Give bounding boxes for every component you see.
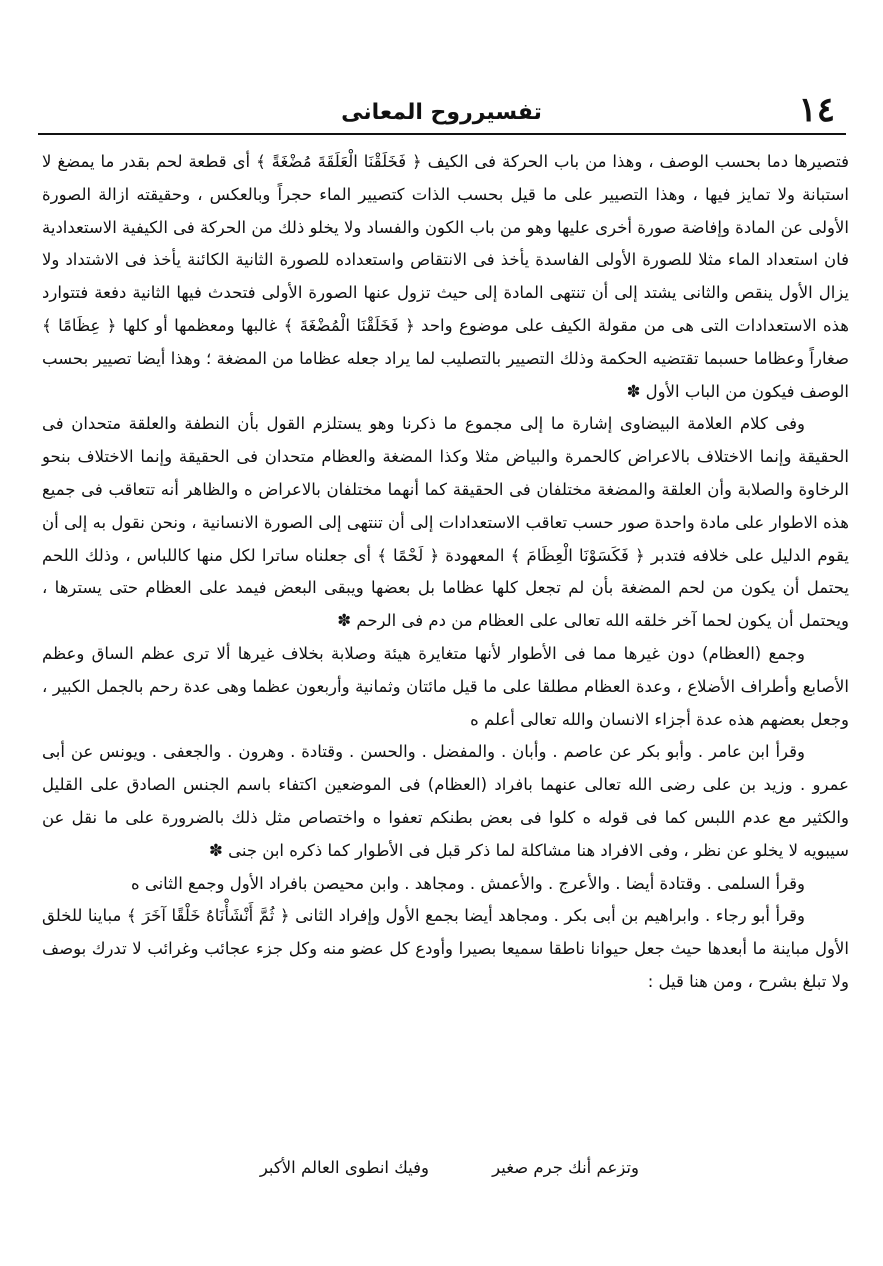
verse-second-hemistich: وفيك انطوى العالم الأكبر [259, 1158, 429, 1177]
paragraph-1: فتصيرها دما بحسب الوصف ، وهذا من باب الحركة فى الكيف ﴿ فَخَلَقْنَا الْعَلَقَةَ مُضْغَةً ﴾ أى قطعة لحم بقدر ما يمضغ لا استبانة ولا تمايز فيها ، وهذا التصيير على ما قيل بحسب الذات كتصيير الماء حجراً وبالعكس ، وحقيقته ازالة الصورة الأولى عن المادة وإفاضة صورة أخرى عليها وهو من باب الكون والفساد ولا يخلو ذلك من الحركة فى الكيفية الاستعدادية فان استعداد الماء مثلا للصورة الأولى الفاسدة يأخذ فى الانتقاص واستعداده للصورة الثانية الكائنة يأخذ فى الاشتداد ولا يزال الأول ينقص والثانى يشتد إلى أن تنتهى المادة إلى حيث تزول عنها الصورة الأولى فتحدث فيها الثانية دفعة فتتوارد هذه الاستعدادات التى هى من مقولة الكيف على موضوع واحد ﴿ فَخَلَقْنَا الْمُضْغَةَ ﴾ غالبها ومعظمها أو كلها ﴿ عِظَامًا ﴾ صغاراً وعظاما حسبما تقتضيه الحكمة وذلك التصيير بالتصليب لما يراد جعله عظاما من المضغة ؛ وهذا أيضا تصيير بحسب الوصف فيكون من الباب الأول ✽ [42, 152, 849, 401]
header-rule [38, 133, 846, 135]
paragraph-4: وقرأ ابن عامر . وأبو بكر عن عاصم . وأبان . والمفضل . والحسن . وقتادة . وهرون . والجعفى . ويونس عن أبى عمرو . وزيد بن على رضى الله تعالى عنهما بافراد (العظام) فى الموضعين اكتفاء باسم الجنس الصادق على القليل والكثير مع عدم اللبس كما فى قوله ه كلوا فى بعض بطنكم تعفوا ه واختصاص مثل ذلك بالضرورة على ما نقل عن سيبويه لا يخلو عن نظر ، وفى الافراد هنا مشاكلة لما ذكر قبل فى الأطوار كما ذكره ابن جنى ✽ [42, 742, 849, 860]
paragraph-2: وفى كلام العلامة البيضاوى إشارة ما إلى مجموع ما ذكرنا وهو يستلزم القول بأن النطفة والعلقة متحدان فى الحقيقة وإنما الاختلاف بالاعراض كالحمرة والبياض مثلا وكذا المضغة والعظام متحدان فى الحقيقة وإنما الاختلاف بنحو الرخاوة والصلابة وأن العلقة والمضغة مختلفان فى الحقيقة كما أنهما مختلفان بالاعراض ه والظاهر أنه تتعاقب فى جميع هذه الاطوار على مادة واحدة صور حسب تعاقب الاستعدادات إلى أن تنتهى إلى الصورة الانسانية ، ونحن نقول به إلى أن يقوم الدليل على خلافه فتدبر ﴿ فَكَسَوْنَا الْعِظَامَ ﴾ المعهودة ﴿ لَحْمًا ﴾ أى جعلناه ساترا لكل منها كاللباس ، وذلك اللحم يحتمل أن يكون من لحم المضغة بأن لم تجعل كلها عظاما بل بعضها ويبقى البعض فيمد على العظام حتى يسترها ، ويحتمل أن يكون لحما آخر خلقه الله تعالى على العظام من دم فى الرحم ✽ [42, 414, 849, 631]
page-number: ١٤ [798, 90, 835, 130]
running-title: تفسيرروح المعانى [341, 100, 542, 125]
paragraph-6: وقرأ أبو رجاء . وابراهيم بن أبى بكر . ومجاهد أيضا بجمع الأول وإفراد الثانى ﴿ ثُمَّ أَنْشَأْنَاهُ خَلْقًا آخَرَ ﴾ مباينا للخلق الأول مباينة ما أبعدها حيث جعل حيوانا ناطقا سميعا بصيرا وأودع كل عضو منه وكل جزء عجائب وغرائب لا تدرك بوصف ولا تبلغ بشرح ، ومن هنا قيل : [42, 906, 849, 991]
body-text [42, 146, 849, 999]
paragraph-5: وقرأ السلمى . وقتادة أيضا . والأعرج . والأعمش . ومجاهد . وابن محيصن بافراد الأول وجمع الثانى ه [130, 873, 805, 893]
verse-first-hemistich: وتزعم أنك جرم صغير [492, 1158, 639, 1177]
paragraph-3: وجمع (العظام) دون غيرها مما فى الأطوار لأنها متغايرة هيئة وصلابة بخلاف غيرها ألا ترى عظم الساق وعظم الأصابع وأطراف الأضلاع ، وعدة العظام مطلقا على ما قيل مائتان وثمانية وأربعون عظما وهى عدة رحم بالجمل الكبير ، وجعل بعضهم هذه عدة أجزاء الانسان والله تعالى أعلم ه [42, 643, 849, 729]
page-header [30, 88, 853, 132]
